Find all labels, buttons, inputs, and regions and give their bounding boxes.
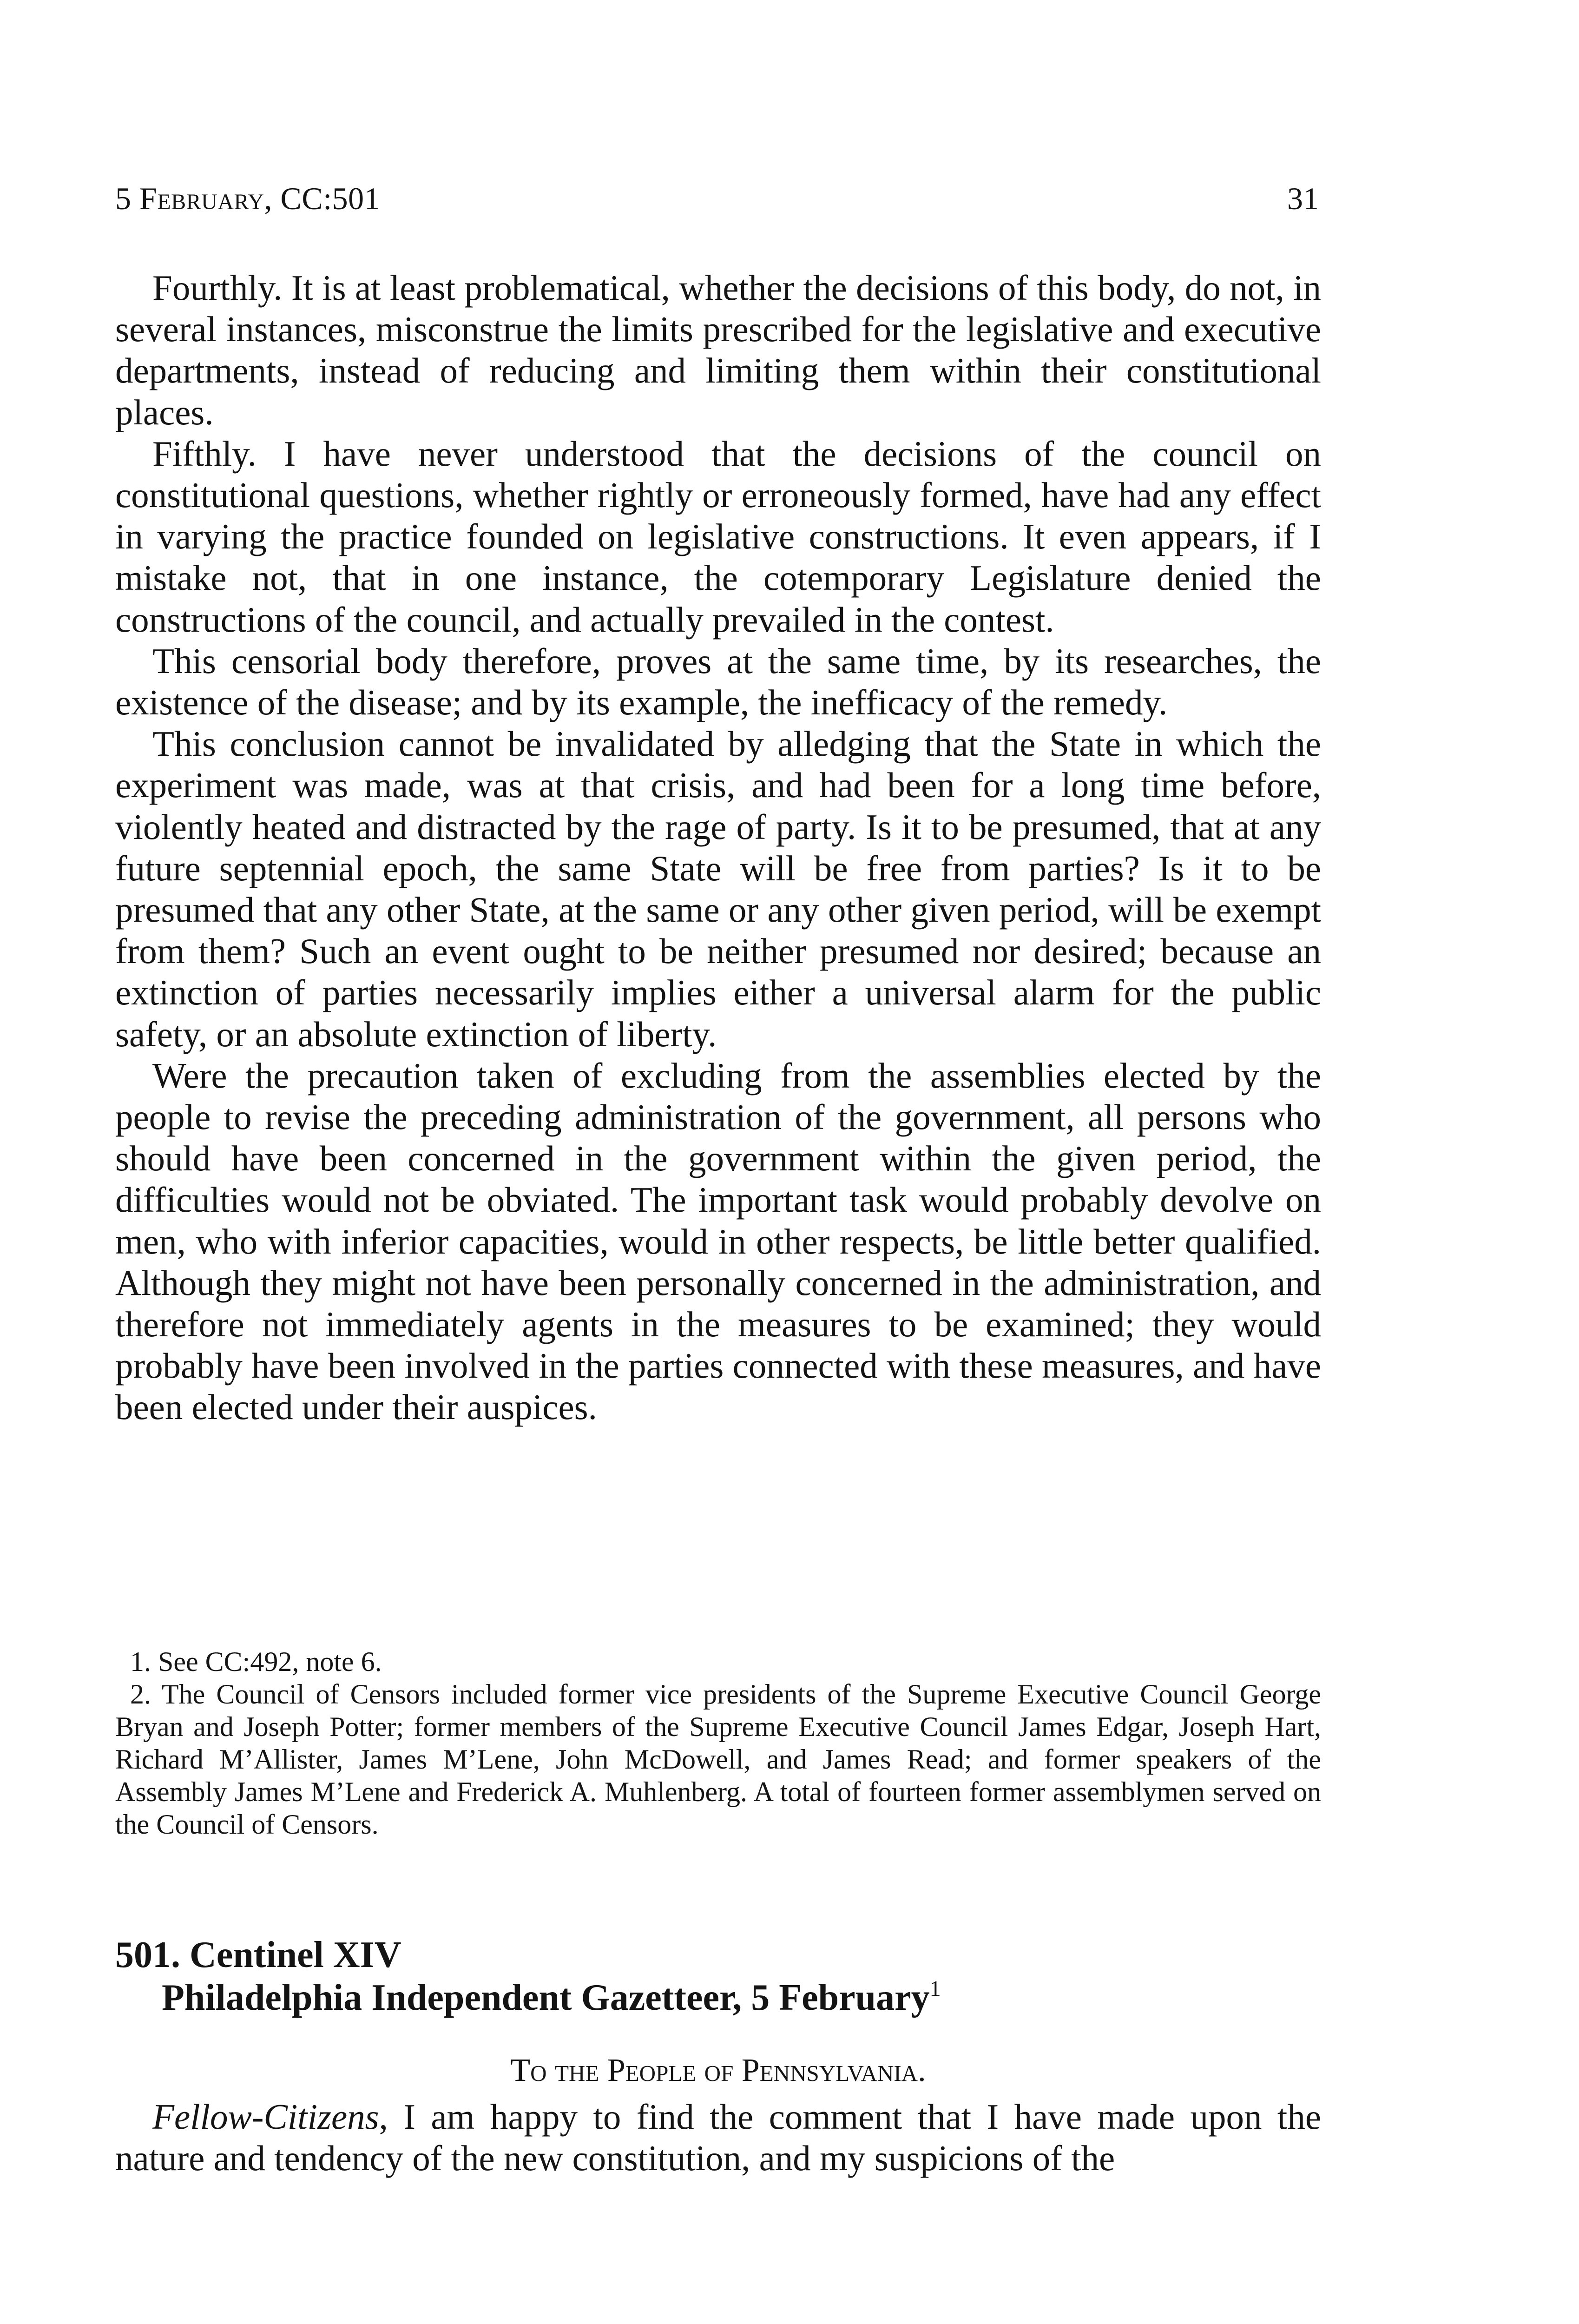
- footnote-1: 1. See CC:492, note 6.: [130, 1646, 382, 1677]
- paragraph-conclusion: This conclusion cannot be invalidated by alledging that the State in which the experiment was made, was at that crisis, and had been for a long time before, violently heated and distracted by the rage of party. Is it to be presumed, that at any future septennial epoch, the same State will be free from parties? Is it to be presumed that any other State, at the same or any other given period, will be exempt from them? Such an event ought to be neither presumed nor desired; because an extinction of parties necessarily implies either a universal alarm for the public safety, or an absolute extinction of liberty.: [115, 724, 1321, 1054]
- letter-text: , I am happy to find the comment that I have made upon the nature and tendency of the new constitution, and my suspicions of the: [115, 2097, 1321, 2179]
- running-head-day: 5: [115, 181, 139, 216]
- paragraph-fourthly: Fourthly. It is at least problematical, whether the decisions of this body, do not, in several instances, misconstrue the limits prescribed for the legislative and executive departments, instead of reducing and limiting them within their constitutional places.: [115, 268, 1321, 432]
- paragraph-censorial-body: This censorial body therefore, proves at the same time, by its researches, the existence of the disease; and by its example, the inefficacy of the remedy.: [115, 640, 1321, 723]
- running-head-month: February: [139, 181, 264, 216]
- paragraph-precaution: Were the precaution taken of excluding from the assemblies elected by the people to revise the preceding administration of the government, all persons who should have been concerned in the government within the given period, the difficulties would not be obviated. The important task would probably devolve on men, who with inferior capacities, would in other respects, be little better qualified. Although they might not have been personally concerned in the administration, and therefore not immediately agents in the measures to be examined; they would probably have been involved in the parties connected with these measures, and have been elected under their auspices.: [115, 1055, 1321, 1427]
- section-subtitle: Philadelphia Independent Gazetteer, 5 February: [162, 1977, 930, 2018]
- footnotes: [115, 1645, 1321, 1841]
- section-heading: [115, 1934, 1321, 2019]
- body-text: [115, 267, 1321, 1428]
- letter-body: [115, 2096, 1321, 2179]
- letter-address: Fellow-Citizens: [152, 2097, 379, 2137]
- footnote-marker: 1: [929, 1976, 941, 2001]
- running-head: [115, 178, 1319, 219]
- salutation: To the People of Pennsylvania.: [510, 2053, 926, 2088]
- page-number: 31: [1287, 181, 1319, 216]
- section-subtitle-line: [115, 1976, 1321, 2019]
- footnote-2: 2. The Council of Censors included former vice presidents of the Supreme Executive Council George Bryan and Joseph Potter; former members of the Supreme Executive Council James Edgar, Joseph Hart, Richard M’Allister, James M’Lene, John McDowell, and James Read; and former speakers of the Assembly James M’Lene and Frederick A. Muhlenberg. A total of fourteen former assemblymen served on the Council of Censors.: [115, 1679, 1321, 1840]
- running-head-title: [115, 178, 380, 219]
- running-head-ref: , CC:501: [264, 181, 381, 216]
- section-title: 501. Centinel XIV: [115, 1934, 401, 1975]
- paragraph-fifthly: Fifthly. I have never understood that the decisions of the council on constitutional questions, whether rightly or erroneously formed, have had any effect in varying the practice founded on legislative constructions. It even appears, if I mistake not, that in one instance, the cotemporary Legislature denied the constructions of the council, and actually prevailed in the contest.: [115, 433, 1321, 640]
- letter-opening-paragraph: [115, 2096, 1321, 2179]
